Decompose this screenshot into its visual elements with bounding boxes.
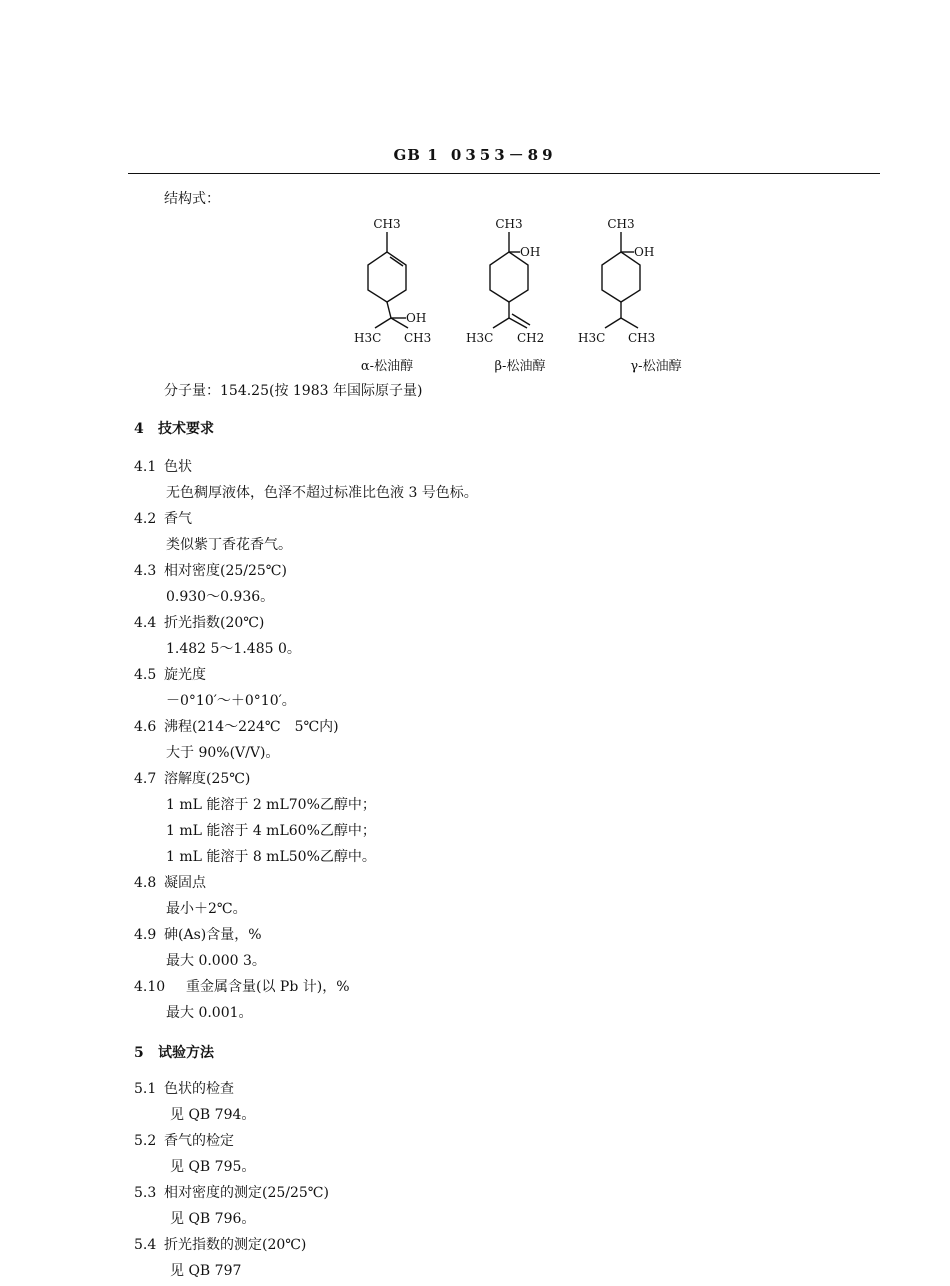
page-header (0, 144, 950, 165)
section-title: 技术要求 (158, 421, 214, 437)
clause-heading (134, 614, 264, 632)
beta-right-group: CH2 (517, 331, 545, 345)
alpha-terpineol-structure (354, 217, 431, 374)
clause-title: 香气 (164, 511, 192, 527)
clause-text: 1 mL 能溶于 8 mL50%乙醇中。 (166, 849, 376, 865)
header-rule (128, 173, 880, 174)
clause-title: 凝固点 (164, 875, 206, 891)
clause-title: 相对密度的测定(25/25℃) (164, 1185, 329, 1201)
clause-title: 香气的检定 (164, 1133, 234, 1149)
clause-heading (134, 510, 192, 528)
beta-name: β-松油醇 (494, 359, 546, 374)
gamma-name: γ-松油醇 (630, 359, 682, 374)
clause-text: 见 QB 794。 (170, 1107, 256, 1123)
clause-text: 见 QB 795。 (170, 1159, 256, 1175)
clause-heading (134, 562, 287, 580)
alpha-oh-group: OH (406, 311, 427, 325)
clause-heading (134, 978, 350, 996)
section-number: 4 (134, 421, 144, 437)
structural-formulas (340, 210, 720, 382)
clause-text: 见 QB 797 (170, 1263, 242, 1279)
gamma-left-group: H3C (578, 331, 606, 345)
clause-number: 4.3 (134, 563, 157, 579)
alpha-right-group: CH3 (404, 331, 432, 345)
clause-number: 4.7 (134, 771, 157, 787)
standard-code: 1 0353－89 (427, 146, 557, 164)
alpha-top-group: CH3 (373, 217, 401, 231)
clause-text: 大于 90%(V/V)。 (166, 745, 280, 761)
section-5-heading (134, 1044, 214, 1062)
gamma-oh-group: OH (634, 245, 655, 259)
clause-number: 4.2 (134, 511, 157, 527)
structure-label: 结构式： (164, 191, 220, 207)
clause-text: －0°10′～＋0°10′。 (166, 693, 296, 709)
clause-number: 4.8 (134, 875, 157, 891)
clause-title: 折光指数(20℃) (164, 615, 265, 631)
clause-title: 重金属含量(以 Pb 计)，% (186, 979, 350, 995)
clause-title: 沸程(214～224℃ 5℃内) (164, 719, 339, 735)
clause-number: 4.4 (134, 615, 157, 631)
clause-heading (134, 458, 192, 476)
gamma-right-group: CH3 (628, 331, 656, 345)
beta-left-group: H3C (466, 331, 494, 345)
clause-heading (134, 718, 339, 736)
clause-number: 4.10 (134, 979, 166, 995)
clause-text: 1 mL 能溶于 2 mL70%乙醇中； (166, 797, 376, 813)
alpha-left-group: H3C (354, 331, 382, 345)
beta-top-group: CH3 (495, 217, 523, 231)
gamma-terpineol-structure (578, 217, 682, 374)
clause-title: 色状的检查 (164, 1081, 234, 1097)
clause-text: 1 mL 能溶于 4 mL60%乙醇中； (166, 823, 376, 839)
clause-number: 4.1 (134, 459, 157, 475)
clause-text: 1.482 5～1.485 0。 (166, 641, 301, 657)
standard-prefix: GB (393, 146, 421, 164)
clause-title: 砷(As)含量，% (164, 927, 262, 943)
clause-title: 旋光度 (164, 667, 206, 683)
clause-title: 色状 (164, 459, 192, 475)
clause-text: 0.930～0.936。 (166, 589, 275, 605)
gamma-top-group: CH3 (607, 217, 635, 231)
beta-terpineol-structure (466, 217, 545, 374)
clause-number: 4.6 (134, 719, 157, 735)
clause-text: 类似紫丁香花香气。 (166, 537, 292, 553)
clause-text: 无色稠厚液体，色泽不超过标准比色液 3 号色标。 (166, 485, 478, 501)
clause-number: 5.1 (134, 1081, 157, 1097)
clause-number: 5.3 (134, 1185, 157, 1201)
clause-number: 4.9 (134, 927, 157, 943)
clause-text: 最大 0.001。 (166, 1005, 253, 1021)
clause-heading (134, 1132, 234, 1150)
clause-text: 最小＋2℃。 (166, 901, 247, 917)
clause-heading (134, 1236, 306, 1254)
clause-heading (134, 874, 206, 892)
clause-text: 最大 0.000 3。 (166, 953, 266, 969)
clause-text: 见 QB 796。 (170, 1211, 256, 1227)
clause-number: 4.5 (134, 667, 157, 683)
beta-oh-group: OH (520, 245, 541, 259)
clause-heading (134, 770, 250, 788)
clause-heading (134, 1080, 234, 1098)
clause-heading (134, 666, 206, 684)
section-number: 5 (134, 1045, 144, 1061)
molecular-weight: 分子量：154.25(按 1983 年国际原子量) (164, 383, 423, 399)
clause-heading (134, 926, 262, 944)
section-4-heading (134, 420, 214, 438)
clause-title: 折光指数的测定(20℃) (164, 1237, 307, 1253)
clause-number: 5.2 (134, 1133, 157, 1149)
clause-title: 溶解度(25℃) (164, 771, 251, 787)
alpha-name: α-松油醇 (360, 359, 414, 374)
clause-number: 5.4 (134, 1237, 157, 1253)
clause-title: 相对密度(25/25℃) (164, 563, 287, 579)
clause-heading (134, 1184, 329, 1202)
section-title: 试验方法 (158, 1045, 214, 1061)
